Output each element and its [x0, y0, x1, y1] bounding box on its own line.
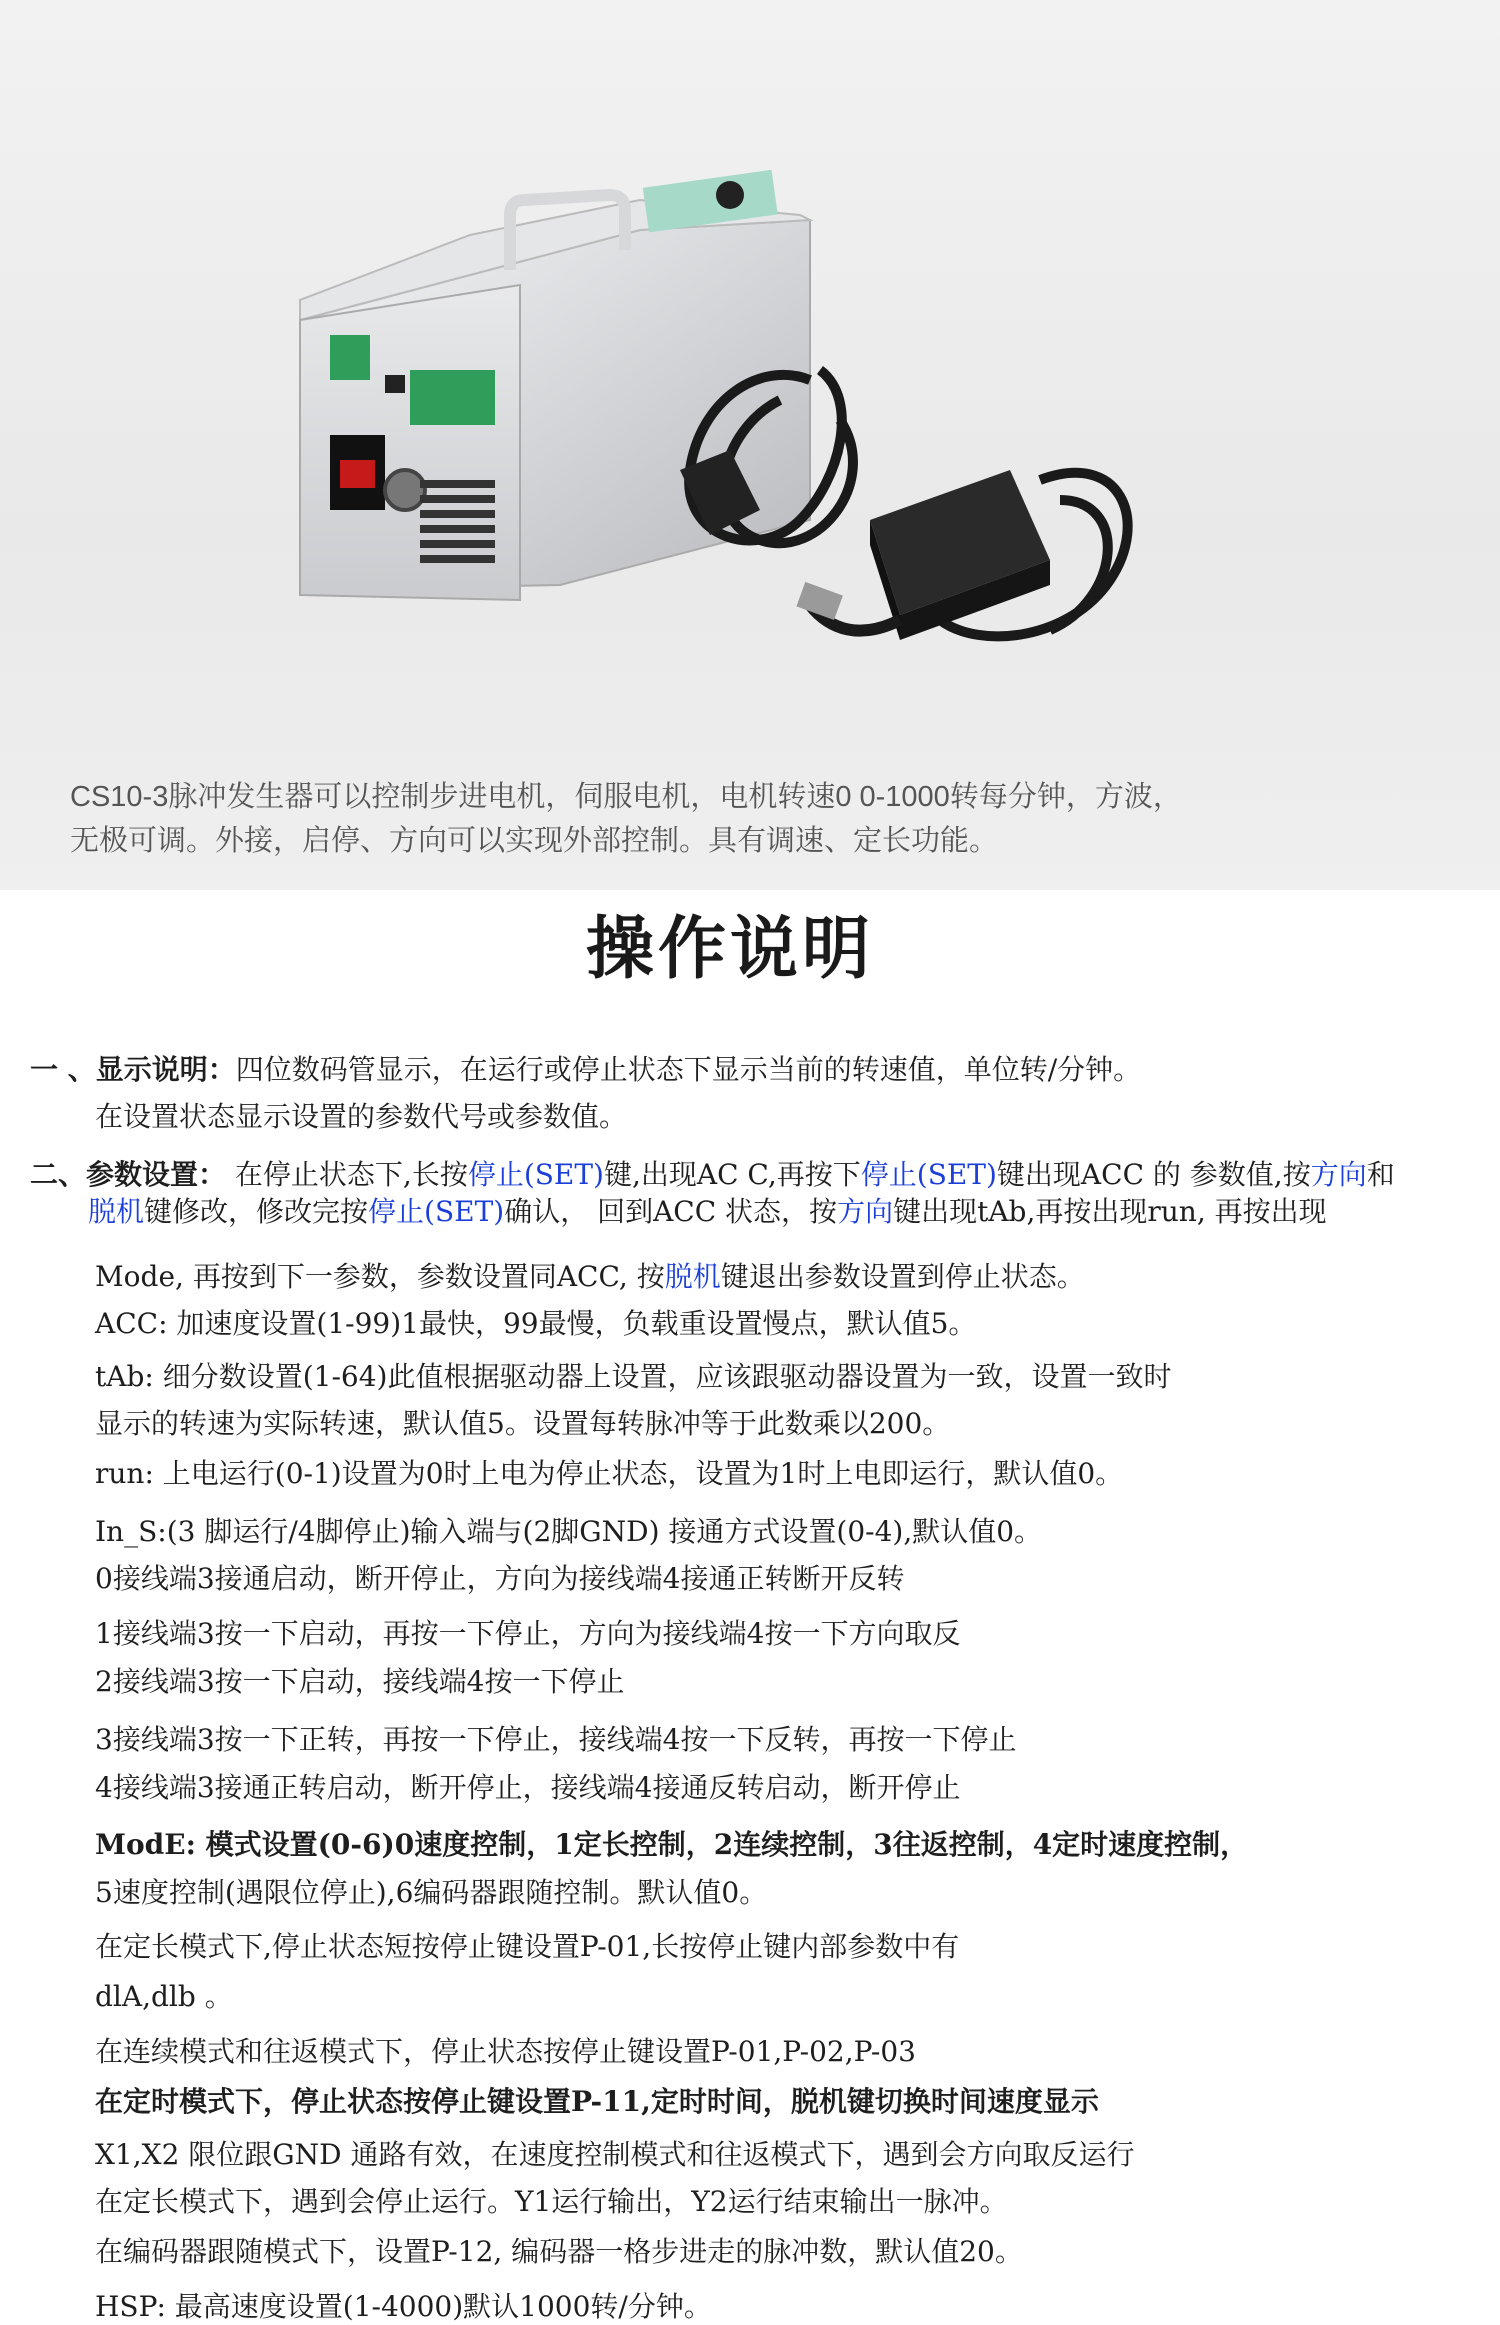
- fixed-length-line-1: 在定长模式下,停止状态短按停止键设置P-01,长按停止键内部参数中有: [95, 1930, 960, 1963]
- mode-text: 键退出参数设置到停止状态。: [720, 1260, 1085, 1293]
- hsp-line: HSP: 最高速度设置(1-4000)默认1000转/分钟。: [95, 2290, 712, 2323]
- run-line: run: 上电运行(0-1)设置为0时上电为停止状态，设置为1时上电即运行，默认值0。: [95, 1457, 1124, 1490]
- section2-text: 键出现tAb,再按出现run, 再按出现: [893, 1195, 1327, 1228]
- stop-set-key-label: 停止(SET): [860, 1158, 997, 1191]
- section2-text: 键,出现AC C,再按下: [603, 1158, 861, 1191]
- encoder-line: 在编码器跟随模式下，设置P-12, 编码器一格步进走的脉冲数，默认值20。: [95, 2235, 1023, 2268]
- section2-line1: [30, 1153, 1395, 1193]
- tab-line-2: 显示的转速为实际转速，默认值5。设置每转脉冲等于此数乘以200。: [95, 1407, 951, 1440]
- offline-key-label: 脱机: [664, 1260, 721, 1293]
- caption-line-2: 无极可调。外接，启停、方向可以实现外部控制。具有调速、定长功能。: [70, 825, 999, 857]
- product-caption: [70, 775, 1450, 863]
- timed-mode-line: 在定时模式下，停止状态按停止键设置P-11,定时时间，脱机键切换时间速度显示: [95, 2085, 1099, 2118]
- product-photo: [0, 0, 1500, 890]
- stop-set-key-label: 停止(SET): [368, 1195, 505, 1228]
- section2-text: 键修改，修改完按: [144, 1195, 369, 1228]
- wiring-mode-4: 4接线端3接通正转启动，断开停止，接线端4接通反转启动，断开停止: [95, 1771, 961, 1804]
- stop-set-key-label: 停止(SET): [467, 1158, 604, 1191]
- modeE-line-1: ModE: 模式设置(0-6)0速度控制，1定长控制，2连续控制，3往返控制，4定时速度控制，: [95, 1828, 1249, 1861]
- direction-key-label: 方向: [837, 1195, 894, 1228]
- direction-key-label: 方向: [1310, 1158, 1367, 1191]
- section1-line1: [30, 1048, 1141, 1088]
- section2-text: 键出现ACC 的 参数值,按: [996, 1158, 1311, 1191]
- wiring-mode-2: 2接线端3按一下启动，接线端4按一下停止: [95, 1665, 625, 1698]
- fixed-length-line-2: dlA,dlb 。: [95, 1980, 233, 2013]
- section2-text: 和: [1366, 1158, 1395, 1191]
- section1-line2: 在设置状态显示设置的参数代号或参数值。: [95, 1100, 628, 1133]
- section2-text: 确认， 回到ACC 状态，按: [504, 1195, 838, 1228]
- pulse-generator-image: [0, 0, 1500, 890]
- section1-label: 一 、显示说明：: [30, 1053, 236, 1086]
- section1-text: 四位数码管显示，在运行或停止状态下显示当前的转速值，单位转/分钟。: [235, 1053, 1142, 1086]
- section2-text: 在停止状态下,长按: [226, 1158, 468, 1191]
- section2-label: 二、参数设置：: [30, 1158, 227, 1191]
- continuous-mode-line: 在连续模式和往返模式下，停止状态按停止键设置P-01,P-02,P-03: [95, 2035, 916, 2068]
- ins-line: In_S:(3 脚运行/4脚停止)输入端与(2脚GND) 接通方式设置(0-4),默认值0。: [95, 1515, 1043, 1548]
- modeE-line-2: 5速度控制(遇限位停止),6编码器跟随控制。默认值0。: [95, 1876, 768, 1909]
- wiring-mode-3: 3接线端3按一下正转，再按一下停止，接线端4按一下反转，再按一下停止: [95, 1723, 1017, 1756]
- caption-line-1: CS10-3脉冲发生器可以控制步进电机，伺服电机，电机转速0 0-1000转每分钟，方波，: [70, 781, 1182, 813]
- limit-line-1: X1,X2 限位跟GND 通路有效，在速度控制模式和往返模式下，遇到会方向取反运行: [95, 2138, 1135, 2171]
- limit-line-2: 在定长模式下，遇到会停止运行。Y1运行输出，Y2运行结束输出一脉冲。: [95, 2185, 1008, 2218]
- acc-line: ACC: 加速度设置(1-99)1最快，99最慢，负载重设置慢点，默认值5。: [95, 1307, 977, 1340]
- page-title: 操作说明: [585, 909, 874, 989]
- mode-text: Mode, 再按到下一参数，参数设置同ACC, 按: [95, 1260, 665, 1293]
- tab-line-1: tAb: 细分数设置(1-64)此值根据驱动器上设置，应该跟驱动器设置为一致，设置一致时: [95, 1360, 1172, 1393]
- section2-line2: [88, 1190, 1327, 1230]
- offline-key-label: 脱机: [88, 1195, 145, 1228]
- wiring-mode-1: 1接线端3按一下启动，再按一下停止，方向为接线端4按一下方向取反: [95, 1617, 961, 1650]
- mode-line: [95, 1255, 1085, 1295]
- wiring-mode-0: 0接线端3接通启动，断开停止，方向为接线端4接通正转断开反转: [95, 1562, 905, 1595]
